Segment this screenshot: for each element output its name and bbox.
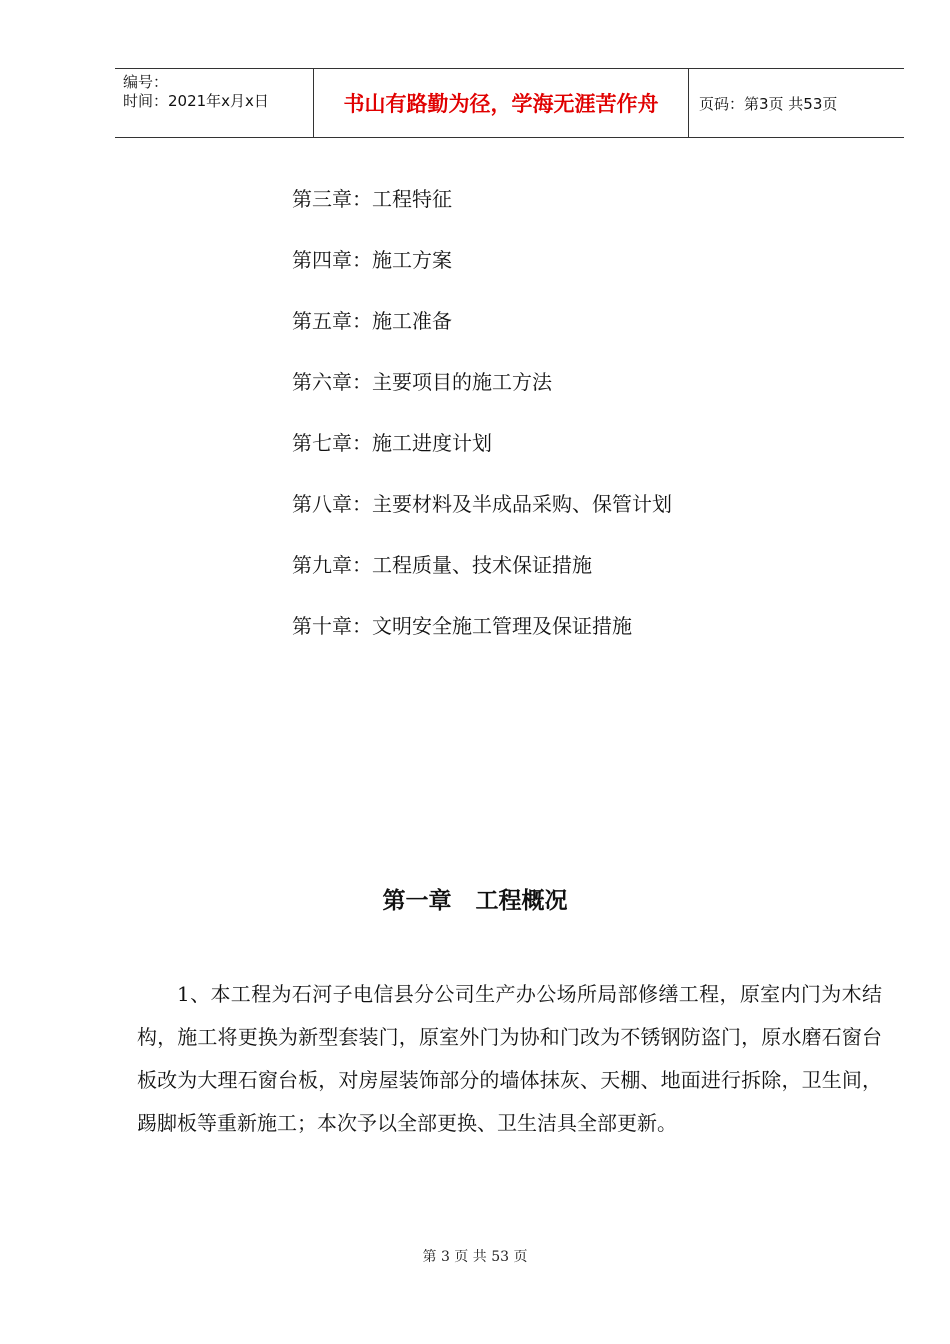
header-motto: 书山有路勤为径，学海无涯苦作舟 xyxy=(314,69,689,137)
number-label: 编号： xyxy=(123,73,169,91)
toc-item: 第四章：施工方案 xyxy=(292,248,452,272)
toc-item: 第十章：文明安全施工管理及保证措施 xyxy=(292,614,632,638)
toc-item: 第六章：主要项目的施工方法 xyxy=(292,370,552,394)
page-header xyxy=(115,68,904,138)
toc-item: 第五章：施工准备 xyxy=(292,309,452,333)
header-left-cell xyxy=(115,69,314,137)
table-of-contents xyxy=(292,183,672,671)
date-label: 时间：2021年x月x日 xyxy=(123,92,269,110)
chapter-title: 第一章 工程概况 xyxy=(382,888,568,914)
header-page-info: 页码：第3页 共53页 xyxy=(699,94,838,113)
toc-item: 第七章：施工进度计划 xyxy=(292,431,492,455)
page-footer: 第 3 页 共 53 页 xyxy=(422,1249,528,1265)
toc-item: 第三章：工程特征 xyxy=(292,187,452,211)
toc-item: 第九章：工程质量、技术保证措施 xyxy=(292,553,592,577)
toc-item: 第八章：主要材料及半成品采购、保管计划 xyxy=(292,492,672,516)
body-paragraph: 1、本工程为石河子电信县分公司生产办公场所局部修缮工程，原室内门为木结构，施工将更换为新型套装门，原室外门为协和门改为不锈钢防盗门，原水磨石窗台板改为大理石窗台板，对房屋装饰部分的墙体抹灰、天棚、地面进行拆除，卫生间，踢脚板等重新施工；本次予以全部更换、卫生洁具全部更新。 xyxy=(137,982,882,1135)
